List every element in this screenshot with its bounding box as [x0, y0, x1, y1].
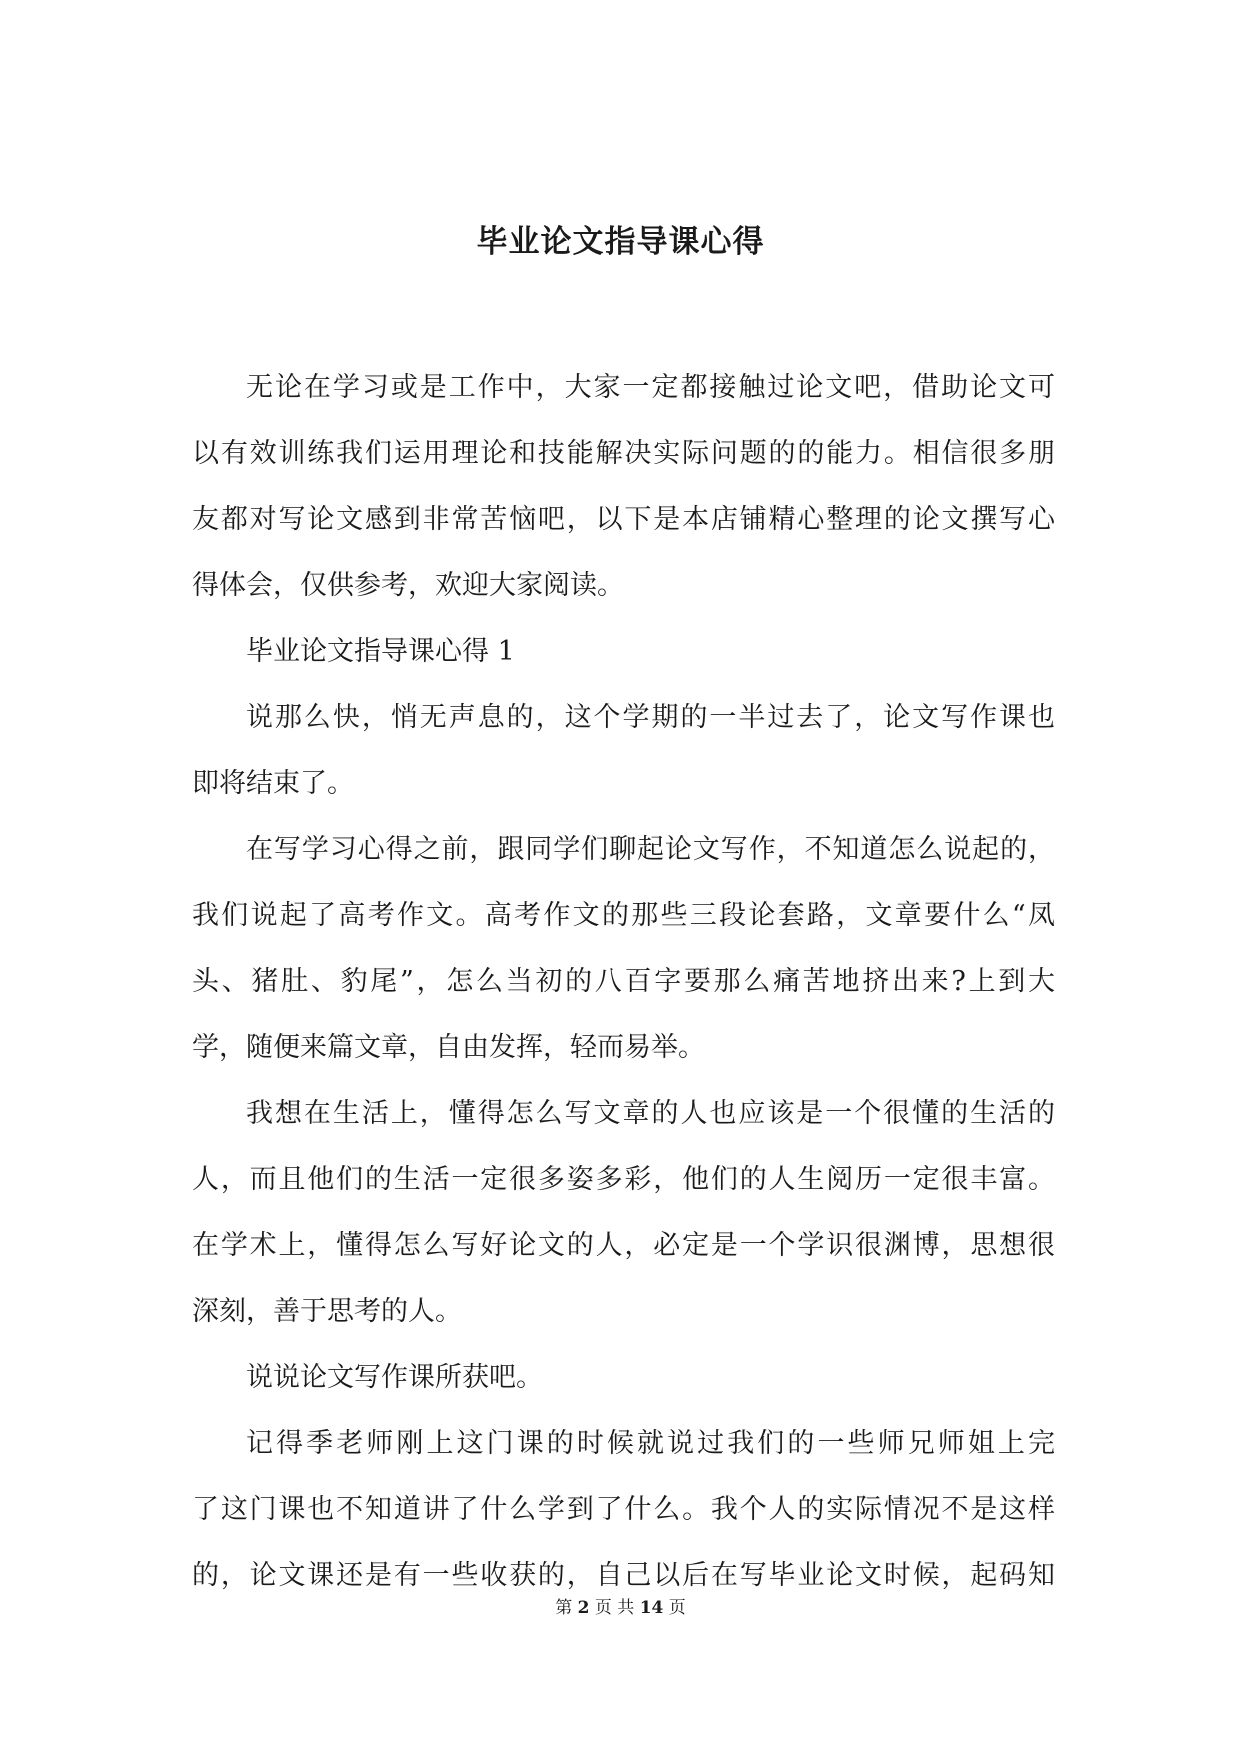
text-line: 人，而且他们的生活一定很多姿多彩，他们的人生阅历一定很丰富。 [192, 1164, 1055, 1195]
text-line: 以有效训练我们运用理论和技能解决实际问题的的能力。相信很多朋 [192, 438, 1055, 469]
footer-prefix: 第 [555, 1598, 573, 1618]
text-line: 在写学习心得之前，跟同学们聊起论文写作，不知道怎么说起的， [246, 834, 1055, 865]
footer-suffix: 页 [668, 1598, 686, 1618]
text-line: 头、猪肚、豹尾”，怎么当初的八百字要那么痛苦地挤出来?上到大 [192, 966, 1055, 997]
document-title: 毕业论文指导课心得 [476, 224, 765, 260]
text-line: 即将结束了。 [192, 768, 354, 799]
text-line: 说说论文写作课所获吧。 [246, 1362, 543, 1393]
text-line: 我们说起了高考作文。高考作文的那些三段论套路，文章要什么“凤 [192, 900, 1055, 931]
page-footer [0, 1596, 1241, 1620]
document-body [192, 355, 1055, 1609]
text-line: 深刻，善于思考的人。 [192, 1296, 462, 1327]
footer-middle: 页 共 [594, 1598, 635, 1618]
text-line: 在学术上，懂得怎么写好论文的人，必定是一个学识很渊博，思想很 [192, 1230, 1055, 1261]
text-line: 我想在生活上，懂得怎么写文章的人也应该是一个很懂的生活的 [246, 1098, 1055, 1129]
text-line: 了这门课也不知道讲了什么学到了什么。我个人的实际情况不是这样 [192, 1494, 1055, 1525]
text-line: 得体会，仅供参考，欢迎大家阅读。 [192, 570, 624, 601]
text-line: 毕业论文指导课心得 1 [246, 636, 515, 667]
text-line: 友都对写论文感到非常苦恼吧，以下是本店铺精心整理的论文撰写心 [192, 504, 1055, 535]
text-line: 的，论文课还是有一些收获的，自己以后在写毕业论文时候，起码知 [192, 1560, 1055, 1591]
footer-current-page: 2 [577, 1598, 590, 1618]
text-line: 记得季老师刚上这门课的时候就说过我们的一些师兄师姐上完 [246, 1428, 1055, 1459]
text-line: 说那么快，悄无声息的，这个学期的一半过去了，论文写作课也 [246, 702, 1055, 733]
text-line: 无论在学习或是工作中，大家一定都接触过论文吧，借助论文可 [246, 372, 1055, 403]
text-line: 学，随便来篇文章，自由发挥，轻而易举。 [192, 1032, 705, 1063]
footer-total-pages: 14 [639, 1598, 664, 1618]
